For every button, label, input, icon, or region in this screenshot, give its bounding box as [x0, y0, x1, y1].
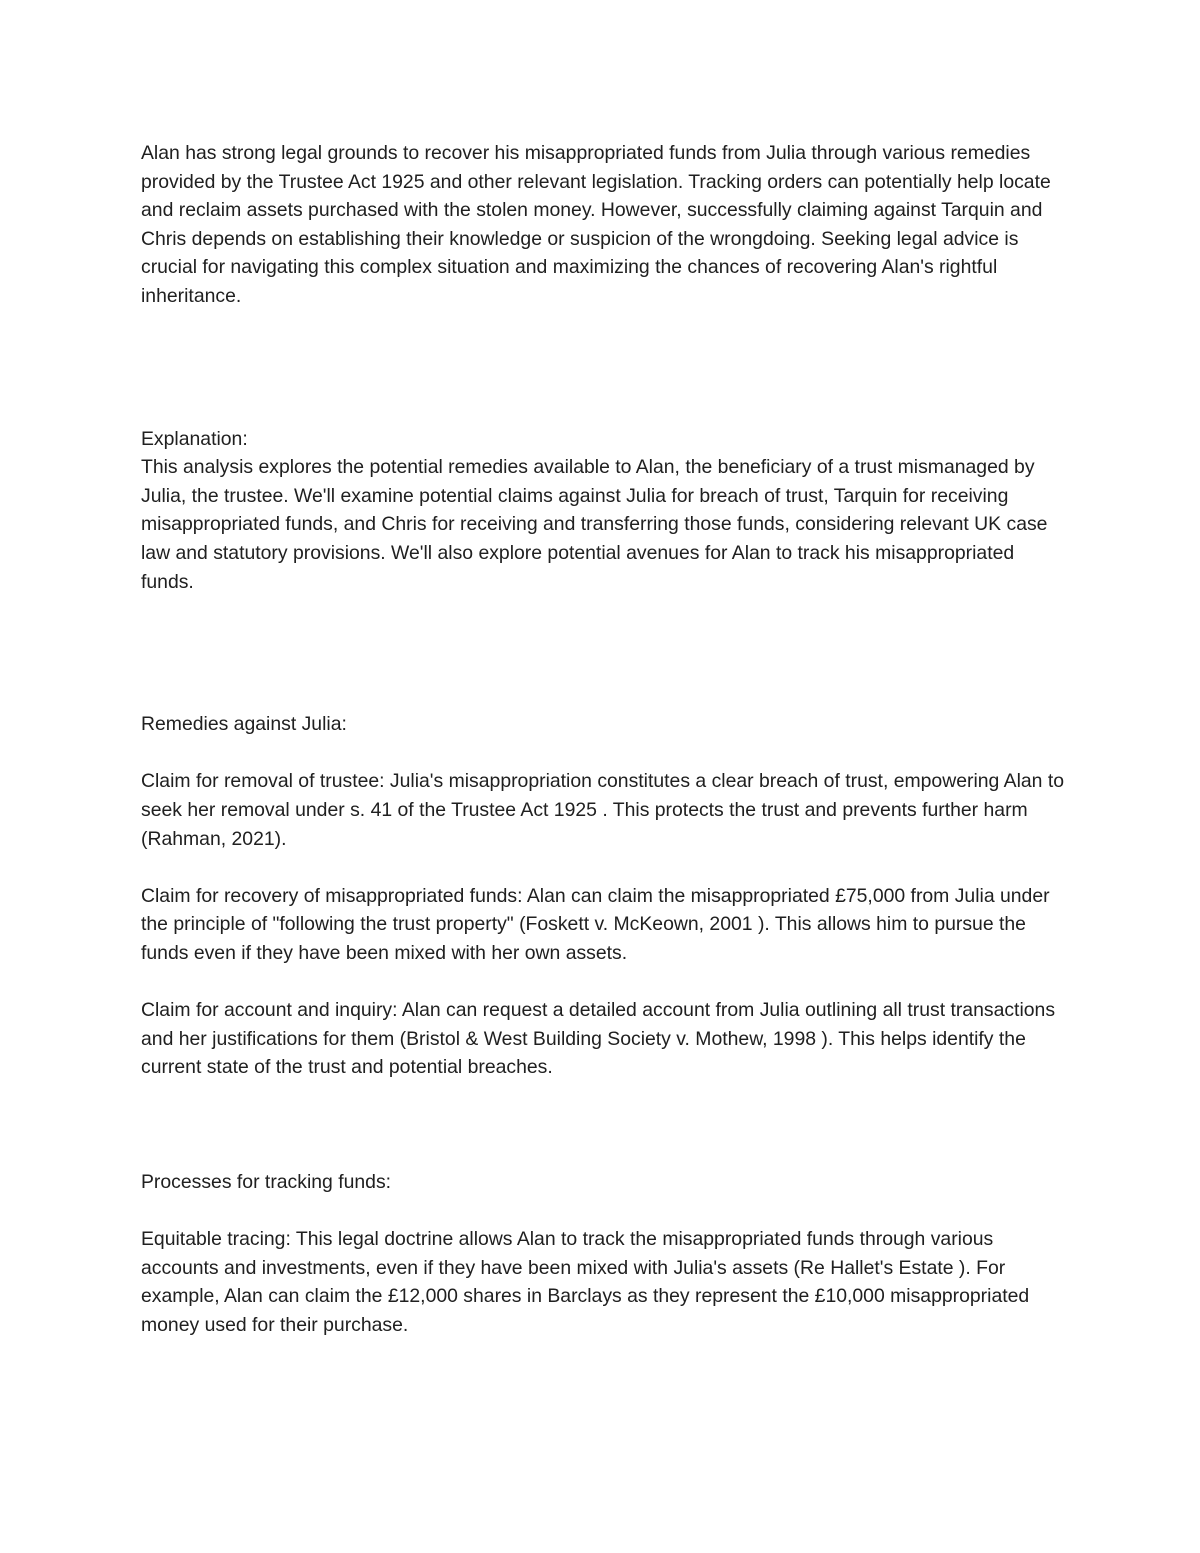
document-body [141, 139, 1071, 1339]
remedy-removal-paragraph: Claim for removal of trustee: Julia's misappropriation constitutes a clear breach of trust, empowering Alan to seek her removal under s. 41 of the Trustee Act 1925 . This protects the trust and prevents further harm (Rahman, 2021). [141, 770, 1065, 850]
spacer [141, 1196, 1071, 1225]
summary-paragraph: Alan has strong legal grounds to recover his misappropriated funds from Julia through various remedies provided by the Trustee Act 1925 and other relevant legislation. Tracking orders can potentially help locate and reclaim assets purchased with the stolen money. However, successfully claiming against Tarquin and Chris depends on establishing their knowledge or suspicion of the wrongdoing. Seeking legal advice is crucial for navigating this complex situation and maximizing the chances of recovering Alan's rightful inheritance. [141, 142, 1051, 307]
remedy-recovery-paragraph: Claim for recovery of misappropriated funds: Alan can claim the misappropriated £75,000 from Julia under the principle of "following the trust property" (Foskett v. McKeown, 2001 ). This allows him to pursue the funds even if they have been mixed with her own assets. [141, 884, 1050, 964]
tracking-heading: Processes for tracking funds: [141, 1170, 392, 1193]
spacer [141, 1082, 1071, 1168]
remedies-heading: Remedies against Julia: [141, 713, 347, 736]
spacer [141, 967, 1071, 996]
spacer [141, 739, 1071, 768]
spacer [141, 853, 1071, 882]
explanation-paragraph: This analysis explores the potential remedies available to Alan, the beneficiary of a trust mismanaged by Julia, the trustee. We'll examine potential claims against Julia for breach of trust, Tarquin for receiving misappropriated funds, and Chris for receiving and transferring those funds, considering relevant UK case law and statutory provisions. We'll also explore potential avenues for Alan to track his misappropriated funds. [141, 456, 1048, 593]
remedy-account-paragraph: Claim for account and inquiry: Alan can request a detailed account from Julia outlining all trust transactions and her justifications for them (Bristol & West Building Society v. Mothew, 1998 ). This helps identify the current state of the trust and potential breaches. [141, 999, 1056, 1079]
tracking-equitable-paragraph: Equitable tracing: This legal doctrine allows Alan to track the misappropriated funds through various accounts and investments, even if they have been mixed with Julia's assets (Re Hallet's Estate ). For example, Alan can claim the £12,000 shares in Barclays as they represent the £10,000 misappropriated money used for their purchase. [141, 1228, 1030, 1336]
spacer [141, 596, 1071, 710]
spacer [141, 311, 1071, 425]
explanation-heading: Explanation: [141, 427, 248, 450]
